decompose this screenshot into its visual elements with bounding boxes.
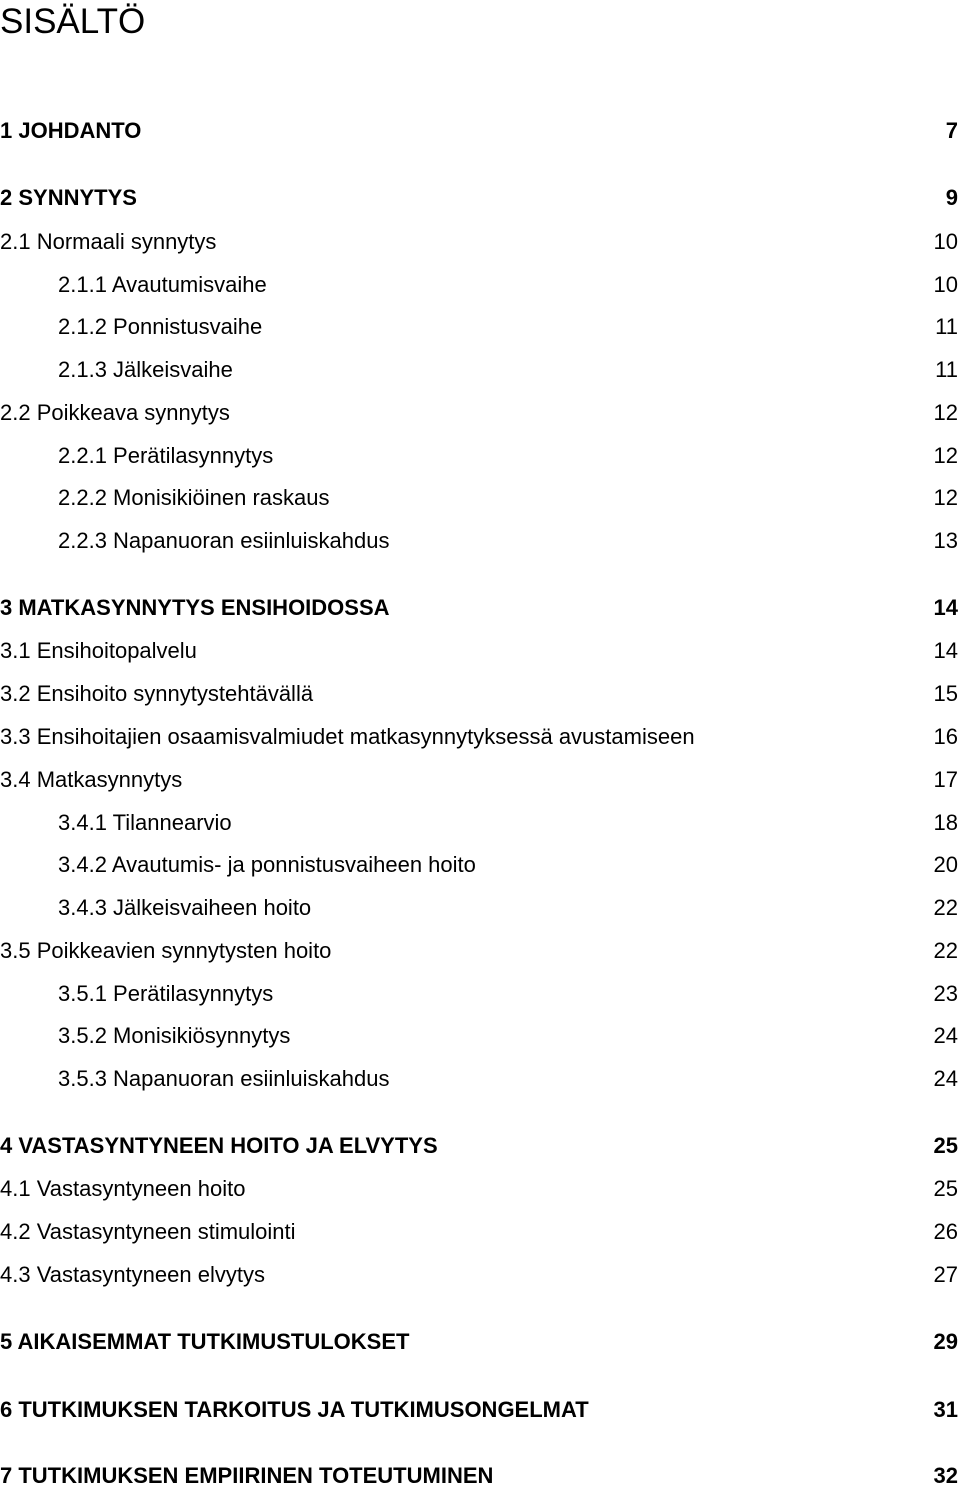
toc-entry[interactable] <box>0 1327 958 1357</box>
toc-entry[interactable] <box>0 483 958 513</box>
toc-entry-label: 3.5.1 Perätilasynnytys <box>58 981 274 1006</box>
toc-entry-label: 3 MATKASYNNYTYS ENSIHOIDOSSA <box>0 595 390 620</box>
toc-entry-page: 31 <box>933 1397 958 1422</box>
toc-entry-label: 2.1.1 Avautumisvaihe <box>58 272 267 297</box>
toc-entry-page: 32 <box>933 1463 958 1488</box>
toc-entry-label: 6 TUTKIMUKSEN TARKOITUS JA TUTKIMUSONGELMAT <box>0 1397 589 1422</box>
toc-entry-label: 2 SYNNYTYS <box>0 185 137 210</box>
toc-entry-label: 4.3 Vastasyntyneen elvytys <box>0 1262 265 1287</box>
toc-entry-label: 4.1 Vastasyntyneen hoito <box>0 1176 246 1201</box>
toc-entry-label: 4 VASTASYNTYNEEN HOITO JA ELVYTYS <box>0 1133 438 1158</box>
toc-entry-label: 3.4 Matkasynnytys <box>0 767 183 792</box>
toc-entry-page: 25 <box>933 1133 958 1158</box>
toc-entry-label: 2.2.2 Monisikiöinen raskaus <box>58 485 330 510</box>
toc-entry-page: 12 <box>933 485 958 510</box>
toc-entry-page: 27 <box>933 1262 958 1287</box>
toc-entry-label: 3.3 Ensihoitajien osaamisvalmiudet matkasynnytyksessä avustamiseen <box>0 724 695 749</box>
toc-entry-label: 1 JOHDANTO <box>0 118 142 143</box>
toc-entry-label: 4.2 Vastasyntyneen stimulointi <box>0 1219 296 1244</box>
toc-entry[interactable] <box>0 398 958 428</box>
toc-entry-page: 16 <box>933 724 958 749</box>
page-title: SISÄLTÖ <box>0 2 146 41</box>
toc-entry[interactable] <box>0 116 958 146</box>
toc-entry-page: 14 <box>933 595 958 620</box>
toc-entry-page: 11 <box>935 314 958 339</box>
toc-entry[interactable] <box>0 722 958 752</box>
toc-entry-page: 9 <box>945 185 958 210</box>
toc-entry-label: 3.4.3 Jälkeisvaiheen hoito <box>58 895 312 920</box>
toc-entry[interactable] <box>0 312 958 342</box>
toc-entry-page: 23 <box>933 981 958 1006</box>
toc-entry-page: 20 <box>933 852 958 877</box>
toc-entry[interactable] <box>0 183 958 213</box>
toc-entry-page: 29 <box>933 1329 958 1354</box>
toc-entry[interactable] <box>0 270 958 300</box>
toc-entry-page: 15 <box>933 681 958 706</box>
toc-entry[interactable] <box>0 808 958 838</box>
toc-entry-label: 2.1 Normaali synnytys <box>0 229 217 254</box>
toc-entry[interactable] <box>0 1395 958 1425</box>
toc-entry-label: 5 AIKAISEMMAT TUTKIMUSTULOKSET <box>0 1329 410 1354</box>
toc-entry-page: 12 <box>933 443 958 468</box>
toc-entry[interactable] <box>0 1217 958 1247</box>
toc-entry-label: 2.2.3 Napanuoran esiinluiskahdus <box>58 528 390 553</box>
toc-entry-label: 3.5.3 Napanuoran esiinluiskahdus <box>58 1066 390 1091</box>
toc-entry-page: 14 <box>933 638 958 663</box>
toc-entry-page: 18 <box>933 810 958 835</box>
toc-entry[interactable] <box>0 850 958 880</box>
toc-entry-page: 11 <box>935 357 958 382</box>
toc-entry[interactable] <box>0 441 958 471</box>
toc-entry[interactable] <box>0 1131 958 1161</box>
toc-entry-page: 22 <box>933 895 958 920</box>
toc-entry[interactable] <box>0 893 958 923</box>
toc-entry-page: 24 <box>933 1066 958 1091</box>
toc-entry-page: 22 <box>933 938 958 963</box>
toc-entry[interactable] <box>0 227 958 257</box>
toc-entry[interactable] <box>0 679 958 709</box>
toc-entry-page: 10 <box>933 272 958 297</box>
toc-entry[interactable] <box>0 526 958 556</box>
toc-entry-page: 17 <box>933 767 958 792</box>
toc-entry[interactable] <box>0 1174 958 1204</box>
toc-entry[interactable] <box>0 1064 958 1094</box>
toc-entry-label: 3.2 Ensihoito synnytystehtävällä <box>0 681 314 706</box>
toc-entry-label: 3.5.2 Monisikiösynnytys <box>58 1023 291 1048</box>
toc-entry-label: 3.5 Poikkeavien synnytysten hoito <box>0 938 332 963</box>
toc-entry[interactable] <box>0 936 958 966</box>
toc-entry-page: 13 <box>933 528 958 553</box>
toc-entry-label: 2.2 Poikkeava synnytys <box>0 400 230 425</box>
toc-entry-label: 7 TUTKIMUKSEN EMPIIRINEN TOTEUTUMINEN <box>0 1463 494 1488</box>
toc-entry[interactable] <box>0 636 958 666</box>
toc-entry-label: 3.4.1 Tilannearvio <box>58 810 232 835</box>
toc-entry-page: 26 <box>933 1219 958 1244</box>
toc-entry-label: 3.4.2 Avautumis- ja ponnistusvaiheen hoito <box>58 852 476 877</box>
toc-entry-page: 24 <box>933 1023 958 1048</box>
toc-entry[interactable] <box>0 1461 958 1491</box>
toc-entry[interactable] <box>0 765 958 795</box>
toc-entry[interactable] <box>0 979 958 1009</box>
toc-entry-page: 25 <box>933 1176 958 1201</box>
toc-entry-label: 2.1.2 Ponnistusvaihe <box>58 314 263 339</box>
toc-entry[interactable] <box>0 1021 958 1051</box>
toc-entry-page: 12 <box>933 400 958 425</box>
toc-entry[interactable] <box>0 593 958 623</box>
toc-entry-page: 7 <box>945 118 958 143</box>
toc-entry-label: 2.2.1 Perätilasynnytys <box>58 443 274 468</box>
toc-entry[interactable] <box>0 1260 958 1290</box>
toc-entry-page: 10 <box>933 229 958 254</box>
toc-entry-label: 3.1 Ensihoitopalvelu <box>0 638 197 663</box>
toc-entry-label: 2.1.3 Jälkeisvaihe <box>58 357 233 382</box>
toc-entry[interactable] <box>0 355 958 385</box>
